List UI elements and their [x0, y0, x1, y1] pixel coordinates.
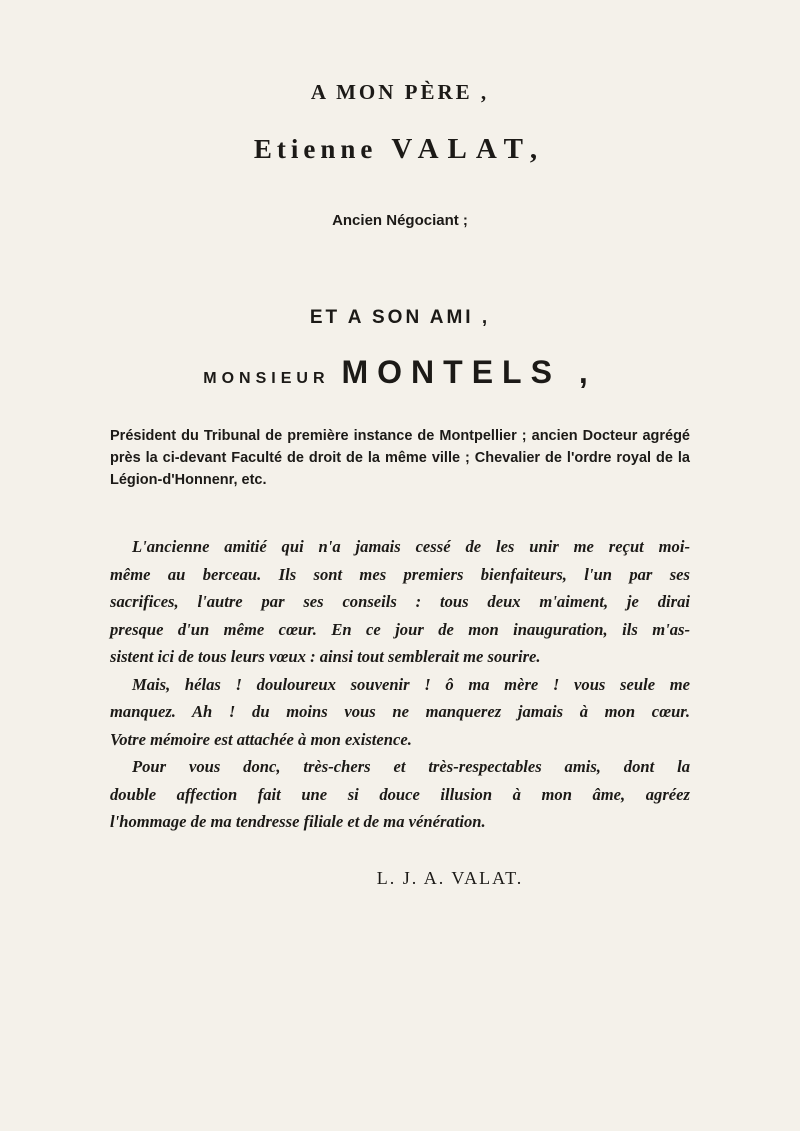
friend-name-line — [0, 354, 800, 391]
letter-line: Votre mémoire est attachée à mon existence. — [110, 729, 412, 749]
dedication-heading: A MON PÈRE , — [310, 80, 490, 104]
letter-line: Mais, hélas ! douloureux souvenir ! ô ma mère ! vous seule me — [132, 674, 690, 694]
friend-title: MONSIEUR — [203, 370, 330, 387]
friend-name: MONTELS , — [341, 354, 597, 390]
letter-line: double affection fait une si douce illusion à mon âme, agréez — [110, 784, 690, 804]
letter-line: sacrifices, l'autre par ses conseils : tous deux m'aiment, je dirai — [110, 592, 690, 611]
friend-intro: ET A SON AMI , — [309, 307, 491, 328]
father-first-name: Etienne — [253, 134, 378, 164]
letter-line: sistent ici de tous leurs vœux : ainsi tout semblerait me sourire. — [110, 647, 541, 666]
signature: L. J. A. VALAT. — [376, 868, 524, 888]
letter-line: L'ancienne amitié qui n'a jamais cessé de les unir me reçut moi- — [132, 537, 690, 556]
friend-credentials: Président du Tribunal de première instance de Montpellier ; ancien Docteur agrégé près la ci-devant Faculté de droit de la même ville ; Chevalier de l'ordre royal de la Légion-d'Honnenr, etc. — [110, 428, 690, 488]
dedication-letter — [110, 533, 690, 836]
letter-line: Pour vous donc, très-chers et très-respectables amis, dont la — [132, 757, 690, 776]
letter-line: presque d'un même cœur. En ce jour de mon inauguration, ils m'as- — [110, 619, 690, 639]
letter-line: même au berceau. Ils sont mes premiers bienfaiteurs, l'un par ses — [110, 564, 690, 584]
father-role: Ancien Négociant ; — [332, 212, 468, 229]
letter-line: l'hommage de ma tendresse filiale et de ma vénération. — [110, 812, 486, 831]
letter-line: manquez. Ah ! du moins vous ne manquerez jamais à mon cœur. — [110, 702, 690, 721]
father-last-name: VALAT, — [391, 133, 547, 165]
father-name — [0, 133, 800, 166]
